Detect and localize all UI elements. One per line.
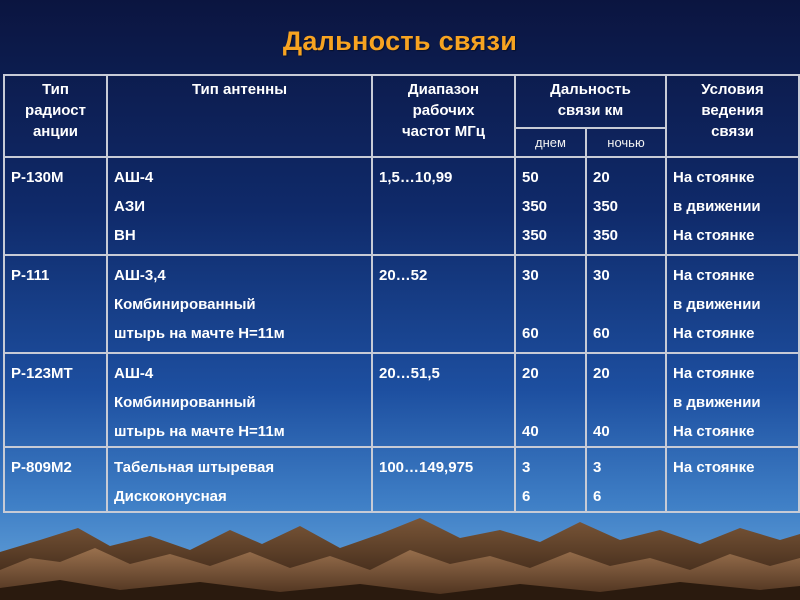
night-range-value	[593, 388, 659, 417]
header-text: частот МГц	[401, 123, 486, 140]
condition-line: На стоянке	[673, 325, 755, 342]
conditions-cell	[666, 255, 799, 353]
night-range-value: 60	[593, 325, 610, 342]
condition-line: На стоянке	[673, 227, 755, 244]
day-range-value: 3	[522, 459, 531, 476]
condition-line: На стоянке	[673, 169, 755, 186]
condition-line: На стоянке	[673, 423, 755, 440]
antenna-line: АЗИ	[114, 198, 146, 215]
night-range-value: 30	[593, 267, 610, 284]
antenna-line: Дискоконусная	[114, 488, 227, 505]
condition-line: в движении	[673, 296, 761, 313]
conditions-cell	[666, 353, 799, 447]
antenna-line: АШ-4	[114, 169, 154, 186]
night-range-cell	[586, 353, 666, 447]
header-station-type	[4, 75, 107, 157]
header-text: ведения	[701, 102, 764, 119]
antenna-line: штырь на мачте Н=11м	[114, 423, 285, 440]
day-range-value: 6	[522, 488, 531, 505]
header-text: Тип	[42, 81, 69, 98]
night-range-value: 350	[593, 227, 619, 244]
day-range-value: 50	[522, 169, 539, 186]
day-range-value	[522, 290, 579, 319]
antenna-line: Табельная штыревая	[114, 459, 275, 476]
frequency-value: 1,5…10,99	[379, 169, 453, 186]
night-range-value: 3	[593, 459, 602, 476]
conditions-cell	[666, 157, 799, 255]
header-text: связи	[711, 123, 754, 140]
station-name: Р-111	[11, 267, 50, 284]
night-range-value: 20	[593, 365, 610, 382]
table-row	[4, 353, 799, 447]
day-range-value: 40	[522, 423, 539, 440]
night-range-cell	[586, 255, 666, 353]
antenna-line: Комбинированный	[114, 394, 256, 411]
station-name: Р-809М2	[11, 459, 72, 476]
frequency-cell	[372, 255, 515, 353]
day-range-cell	[515, 157, 586, 255]
frequency-value: 100…149,975	[379, 459, 474, 476]
night-range-value: 6	[593, 488, 602, 505]
condition-line: в движении	[673, 394, 761, 411]
antenna-line: АШ-4	[114, 365, 154, 382]
antenna-line: Комбинированный	[114, 296, 256, 313]
header-text: связи км	[557, 102, 624, 119]
table-row	[4, 255, 799, 353]
station-cell	[4, 255, 107, 353]
header-text: Условия	[701, 81, 764, 98]
night-range-value: 20	[593, 169, 610, 186]
frequency-cell	[372, 353, 515, 447]
night-range-cell	[586, 157, 666, 255]
frequency-value: 20…51,5	[379, 365, 440, 382]
station-name: Р-130М	[11, 169, 64, 186]
day-range-value: 30	[522, 267, 539, 284]
header-night: ночью	[586, 128, 666, 157]
night-range-value: 40	[593, 423, 610, 440]
header-text: Тип антенны	[191, 81, 288, 98]
condition-line: в движении	[673, 198, 761, 215]
header-communication-range	[515, 75, 666, 128]
condition-line: На стоянке	[673, 459, 755, 476]
radio-range-table	[3, 74, 800, 513]
header-day: днем	[515, 128, 586, 157]
header-text: анции	[32, 123, 79, 140]
table-row	[4, 157, 799, 255]
header-row	[4, 75, 799, 128]
day-range-value: 350	[522, 198, 548, 215]
condition-line: На стоянке	[673, 267, 755, 284]
header-frequency-range	[372, 75, 515, 157]
day-range-cell	[515, 255, 586, 353]
header-antenna-type	[107, 75, 372, 157]
station-name: Р-123МТ	[11, 365, 73, 382]
station-cell	[4, 353, 107, 447]
antenna-line: ВН	[114, 227, 136, 244]
condition-line: На стоянке	[673, 365, 755, 382]
mountains-illustration	[0, 500, 800, 600]
day-range-cell	[515, 353, 586, 447]
header-conditions	[666, 75, 799, 157]
day-range-value: 60	[522, 325, 539, 342]
antenna-line: штырь на мачте Н=11м	[114, 325, 285, 342]
day-range-value: 350	[522, 227, 548, 244]
header-text: Диапазон	[407, 81, 480, 98]
antenna-line: АШ-3,4	[114, 267, 166, 284]
night-range-value	[593, 290, 659, 319]
header-text: Дальность	[550, 81, 631, 98]
slide-title: Дальность связи	[282, 26, 518, 56]
night-range-value: 350	[593, 198, 619, 215]
frequency-value: 20…52	[379, 267, 428, 284]
antenna-cell	[107, 255, 372, 353]
header-text: радиост	[25, 102, 86, 119]
header-text: рабочих	[412, 102, 475, 119]
frequency-cell	[372, 157, 515, 255]
antenna-cell	[107, 157, 372, 255]
day-range-value: 20	[522, 365, 539, 382]
station-cell	[4, 157, 107, 255]
antenna-cell	[107, 353, 372, 447]
day-range-value	[522, 388, 579, 417]
